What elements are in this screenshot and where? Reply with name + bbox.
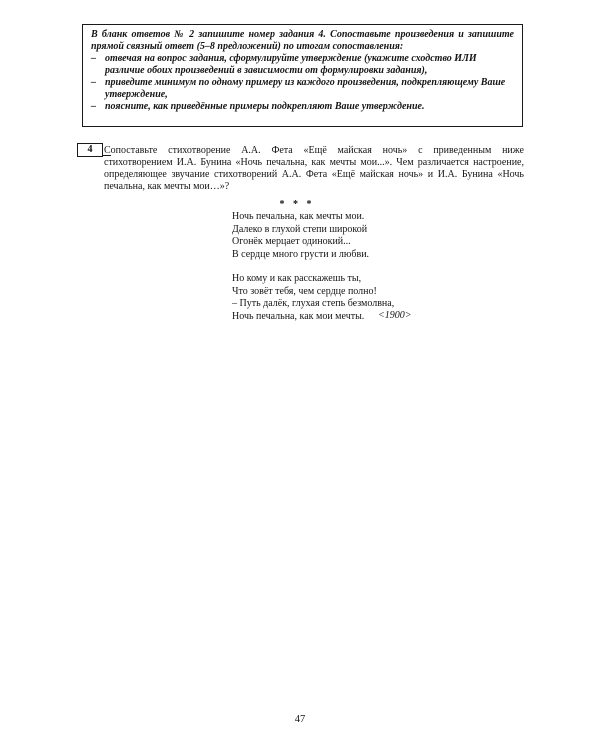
task-question-line: стихотворением И.А. Бунина «Ночь печальна, как мечты мои...». Чем различается настроение, [104,157,524,168]
instructions-item [91,77,514,101]
instructions-item-text: отвечая на вопрос задания, сформулируйте утверждение (укажите сходство ИЛИ различие обоих произведений в зависимости от формулировки задания), [105,53,477,76]
poem-asterisks: * * * [279,199,315,210]
task-question-line: печальна, как мечты мои…»? [104,181,230,192]
instructions-item [91,101,514,113]
instructions-item-text: приведите минимум по одному примеру из каждого произведения, подкрепляющему Ваше утверждение, [105,77,506,100]
poem-line: Но кому и как расскажешь ты, [232,273,362,284]
page-number: 47 [294,714,306,725]
poem-line: Ночь печальна, как мечты мои. [232,211,365,222]
poem-date: <1900> [378,310,412,321]
task-question-line: определяющее звучание стихотворений А.А. Фета «Ещё майская ночь» и И.А. Бунина «Ночь [104,169,524,180]
poem-line: Что зовёт тебя, чем сердце полно! [232,285,377,297]
poem-line: Огонёк мерцает одинокий... [232,236,351,247]
poem-line: Ночь печальна, как мои мечты. [232,310,365,322]
instructions-intro: В бланк ответов № 2 запишите номер задания 4. Сопоставьте произведения и запишите прямой связный ответ (5–8 предложений) по итогам сопоставления: [91,29,514,52]
task-question [104,145,524,193]
bullet-dash: – [91,77,96,88]
task-number-box: 4 [77,143,103,157]
instructions-item-text: поясните, как приведённые примеры подкрепляют Ваше утверждение. [105,101,425,112]
instructions-box [82,24,523,127]
stanza-gap [232,261,432,273]
poem-line: Далеко в глухой степи широкой [232,223,368,235]
poem-line: В сердце много грусти и любви. [232,248,370,260]
task-question-line: Сопоставьте стихотворение А.А. Фета «Ещё майская ночь» с приведенным ниже [104,145,524,156]
instructions-item [91,53,514,77]
bullet-dash: – [91,101,96,112]
poem-text [232,211,432,323]
poem-line: – Путь далёк, глухая степь безмолвна, [232,298,395,309]
bullet-dash: – [91,53,96,64]
